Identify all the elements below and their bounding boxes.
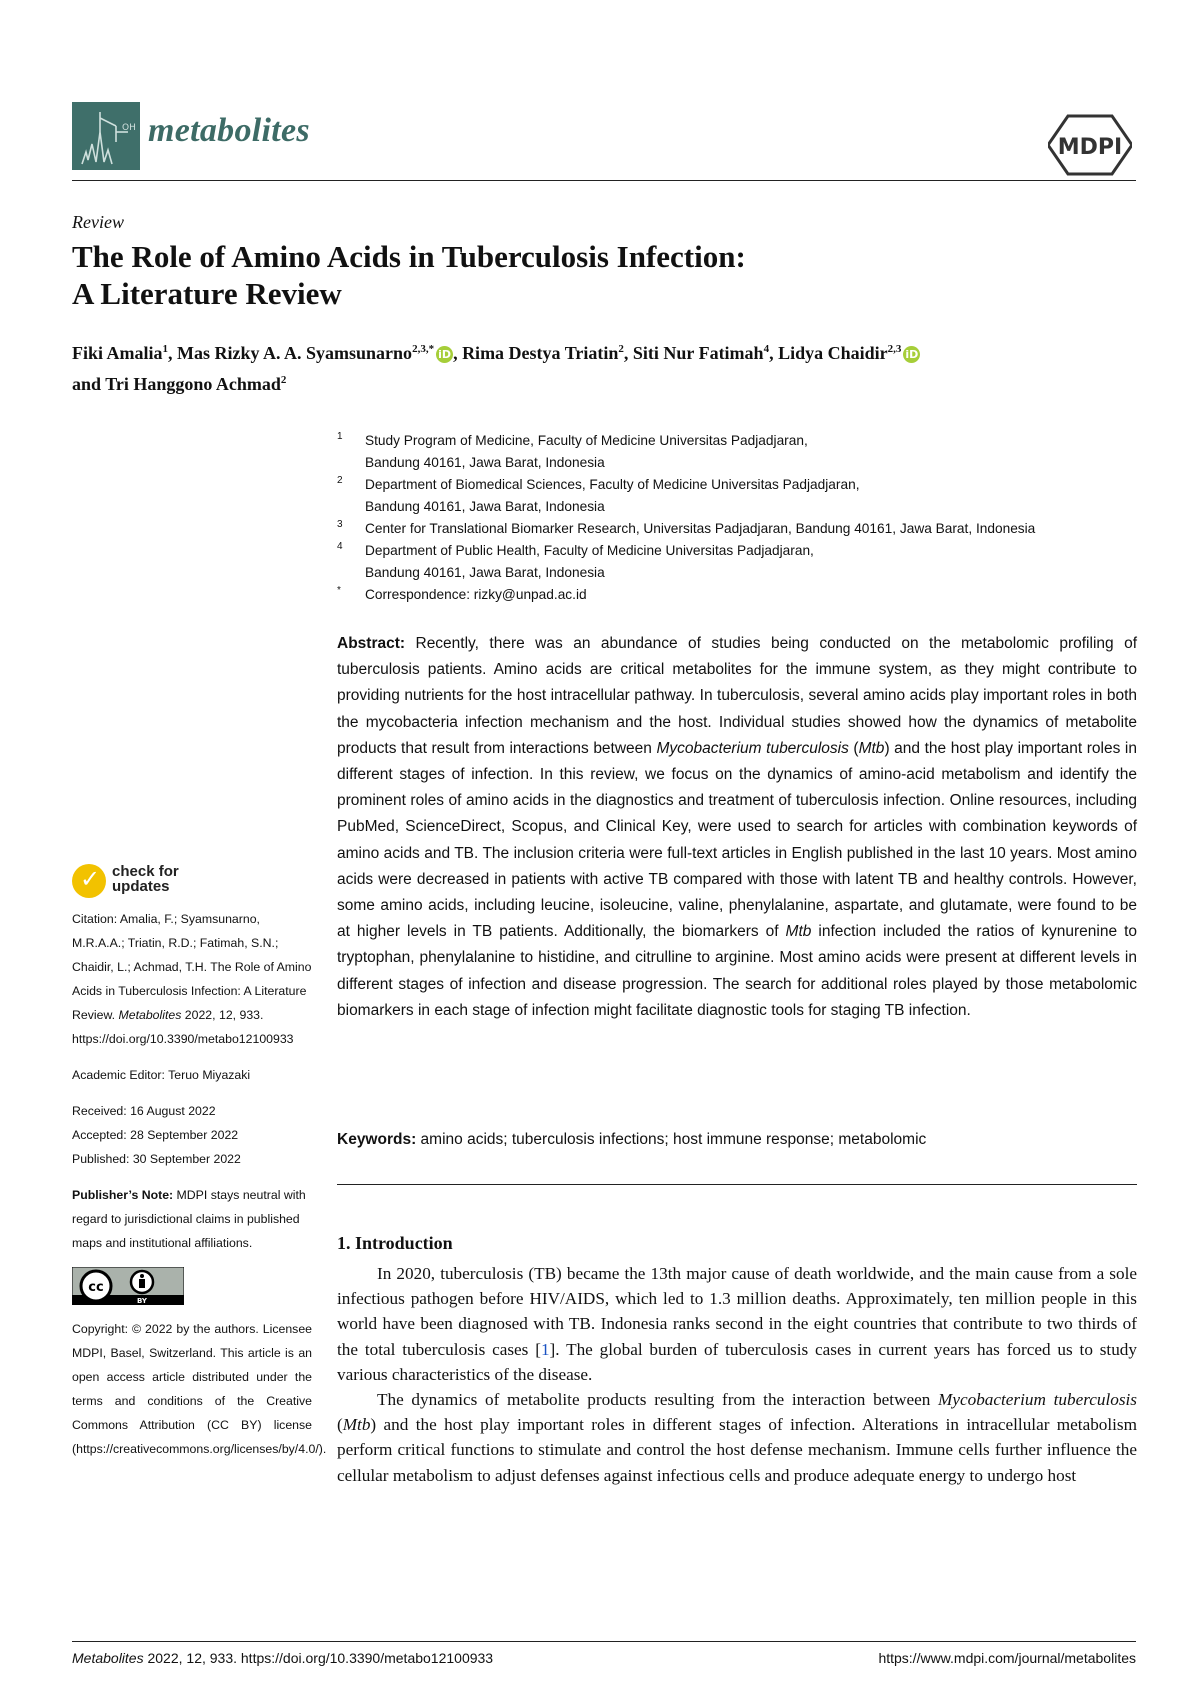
footer-citation: Metabolites 2022, 12, 933. https://doi.org/10.3390/metabo12100933 <box>72 1650 494 1666</box>
paragraph: The dynamics of metabolite products resulting from the interaction between Mycobacterium tuberculosis (Mtb) and the host play important roles in different stages of infection. Alterations in intracellular metabolism perform critical functions to stimulate and control the host defense mechanism. Immune cells further influence the cellular metabolism to adjust defenses against infectious cells and produce adequate energy to undergo host <box>337 1390 1137 1485</box>
abstract-label: Abstract: <box>337 635 406 652</box>
article-info-sidebar <box>72 907 327 1473</box>
affiliation-mark: 1 <box>337 431 343 442</box>
check-updates-icon: ✓ <box>72 864 106 898</box>
affiliation-item: 4 Department of Public Health, Faculty of Medicine Universitas Padjadjaran, Bandung 40161, Jawa Barat, Indonesia <box>337 540 1147 584</box>
academic-editor: Academic Editor: Teruo Miyazaki <box>72 1068 251 1082</box>
affiliation-mark: * <box>337 585 341 596</box>
author-name: Lidya Chaidir <box>778 343 888 363</box>
title-line-2: A Literature Review <box>72 276 342 311</box>
introduction-body <box>337 1261 1137 1488</box>
check-for-updates-button[interactable]: ✓ check for updates <box>72 862 202 902</box>
orcid-icon[interactable]: iD <box>436 346 453 363</box>
affiliation-item: 2 Department of Biomedical Sciences, Faculty of Medicine Universitas Padjadjaran, Bandung 40161, Jawa Barat, Indonesia <box>337 474 1147 518</box>
author-affiliation-mark: 2 <box>280 374 287 386</box>
footer-divider <box>72 1641 1136 1642</box>
mdpi-logo <box>1048 114 1132 176</box>
cc-by-license-icon[interactable] <box>72 1267 184 1305</box>
journal-logo <box>72 102 140 170</box>
license-link[interactable]: https://creativecommons.org/licenses/by/4.0/ <box>76 1442 319 1456</box>
header-divider <box>72 180 1136 181</box>
reference-link[interactable]: 1 <box>540 1339 550 1359</box>
affiliations <box>337 430 1147 606</box>
keywords: Keywords: amino acids; tuberculosis infections; host immune response; metabolomic <box>337 1131 927 1148</box>
affiliation-item: 1 Study Program of Medicine, Faculty of Medicine Universitas Padjadjaran, Bandung 40161, Jawa Barat, Indonesia <box>337 430 1147 474</box>
affiliation-mark: 3 <box>337 519 343 530</box>
abstract: Abstract: Recently, there was an abundance of studies being conducted on the metabolomic profiling of tuberculosis patients. Amino acids are critical metabolites for the immune system, as they might contribute to providing nutrients for the host intracellular pathway. In tuberculosis, several amino acids play important roles in both the mycobacteria infection mechanism and the host. Individual studies showed how the dynamics of metabolite products that result from interactions between Mycobacterium tuberculosis (Mtb) and the host play important roles in different stages of infection. In this review, we focus on the dynamics of amino-acid metabolism and identify the prominent roles of amino acids in the diagnostics and treatment of tuberculosis infection. Online resources, including PubMed, ScienceDirect, Scopus, and Clinical Key, were used to search for articles with combination keywords of amino acids and TB. The inclusion criteria were full-text articles in English published in the last 10 years. Most amino acids were decreased in patients with active TB compared with those with latent TB and healthy controls. However, some amino acids, including leucine, isoleucine, valine, phenylalanine, aspartate, and glutamate, were found to be at higher levels in TB patients. Additionally, the biomarkers of Mtb infection included the ratios of kynurenine to tryptophan, phenylalanine to histidine, and citrulline to arginine. Most amino acids were present at different levels in different stages of infection and disease progression. The search for additional roles played by those metabolomic biomarkers in each stage of infection might facilitate diagnostic tools for staging TB infection. <box>337 635 1137 1019</box>
author-list: Fiki Amalia$^1$, Mas Rizky A. A. Syamsunarno$^{2,3,*}$ iD , Rima Destya Triatin$^2$, Siti Nur Fatimah$^4$, Lidya Chaidir$^{2,3}$ iD and Tri Hanggono Achmad$^2$ <box>72 336 1142 398</box>
title-line-1: The Role of Amino Acids in Tuberculosis Infection: <box>72 239 746 274</box>
article-title <box>72 238 1072 312</box>
author-name: Rima Destya Triatin <box>462 343 619 363</box>
citation: Citation: Amalia, F.; Syamsunarno, M.R.A.A.; Triatin, R.D.; Fatimah, S.N.; Chaidir, L.; Achmad, T.H. The Role of Amino Acids in Tuberculosis Infection: A Literature Review. Metabolites 2022, 12, 933. https://doi.org/10.3390/metabo12100933 <box>72 912 312 1046</box>
cc-by-label: BY <box>136 1297 148 1305</box>
author-affiliation-mark: 2,3,* <box>412 343 435 355</box>
author-affiliation-mark: 2,3 <box>887 343 902 355</box>
abstract-divider <box>337 1184 1137 1185</box>
journal-name: metabolites <box>148 112 310 149</box>
keywords-label: Keywords: <box>337 1131 417 1148</box>
section-heading-introduction: 1. Introduction <box>337 1233 453 1253</box>
affiliation-item: 3 Center for Translational Biomarker Research, Universitas Padjadjaran, Bandung 40161, Jawa Barat, Indonesia <box>337 518 1147 540</box>
author-name: Fiki Amalia <box>72 343 163 363</box>
svg-text:cc: cc <box>88 1280 104 1295</box>
paragraph: In 2020, tuberculosis (TB) became the 13th major cause of death worldwide, and the main cause from a sole infectious pathogen before HIV/AIDS, which led to 1.3 million deaths. Approximately, ten million people in this world have been diagnosed with TB. Indonesia ranks second in the eight countries that contribute to two thirds of the total tuberculosis cases [1]. The global burden of tuberculosis cases in current years has forced us to study various characteristics of the disease. <box>337 1264 1137 1384</box>
author-name: Siti Nur Fatimah <box>632 343 764 363</box>
accepted-date: Accepted: 28 September 2022 <box>72 1128 239 1142</box>
affiliation-mark: 4 <box>337 541 343 552</box>
received-date: Received: 16 August 2022 <box>72 1104 216 1118</box>
author-name: and Tri Hanggono Achmad <box>72 374 281 394</box>
orcid-icon[interactable]: iD <box>903 346 920 363</box>
mdpi-logo-text: MDPI <box>1057 135 1123 160</box>
copyright: Copyright: © 2022 by the authors. Licensee MDPI, Basel, Switzerland. This article is an open access article distributed under the terms and conditions of the Creative Commons Attribution (CC BY) license (https://creativecommons.org/licenses/by/4.0/). <box>72 1322 327 1456</box>
author-name: Mas Rizky A. A. Syamsunarno <box>177 343 413 363</box>
author-affiliation-mark: 4 <box>763 343 770 355</box>
svg-text:OH: OH <box>122 123 136 133</box>
metabolite-molecule-icon <box>72 102 140 170</box>
affiliation-item: * Correspondence: rizky@unpad.ac.id <box>337 584 1147 606</box>
footer-journal-link[interactable]: https://www.mdpi.com/journal/metabolites <box>878 1650 1136 1666</box>
author-affiliation-mark: 1 <box>162 343 169 355</box>
affiliation-mark: 2 <box>337 475 343 486</box>
article-type: Review <box>72 212 124 232</box>
publishers-note: Publisher’s Note: MDPI stays neutral with regard to jurisdictional claims in published maps and institutional affiliations. <box>72 1188 306 1250</box>
published-date: Published: 30 September 2022 <box>72 1152 241 1166</box>
author-affiliation-mark: 2 <box>618 343 624 355</box>
